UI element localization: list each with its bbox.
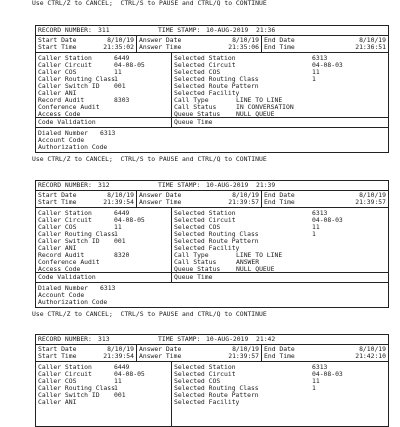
start-time-label: Start Time (38, 352, 77, 360)
selected-cos-label: Selected COS (174, 223, 221, 231)
selected-details (172, 53, 388, 117)
caller-switch-id-value: 001 (114, 82, 126, 90)
answer-date-value: 8/10/19 (232, 191, 259, 199)
caller-cos-value: 11 (114, 377, 122, 385)
cancel-instruction-line: Use CTRL/Z to CANCEL; CTRL/S to PAUSE and CTRL/Q to CONTINUE (32, 310, 267, 318)
caller-routing-class-value: 1 (114, 384, 118, 392)
selected-cos-label: Selected COS (174, 377, 221, 385)
start-cell (36, 36, 137, 52)
cancel-instruction-line: Use CTRL/Z to CANCEL; CTRL/S to PAUSE and CTRL/Q to CONTINUE (32, 0, 267, 7)
call-record-313 (35, 334, 389, 427)
caller-station-label: Caller Station (38, 54, 92, 62)
start-date-label: Start Date (38, 191, 77, 199)
call-status-label: Call Status (174, 103, 217, 111)
time-stamp-value: 10-AUG-2019 21:42 (206, 335, 276, 343)
selected-facility-label: Selected Facility (174, 244, 240, 252)
account-code-label: Account Code (38, 136, 85, 144)
caller-circuit-label: Caller Circuit (38, 216, 92, 224)
answer-time-label: Answer Time (139, 198, 182, 206)
caller-circuit-value: 04-08-05 (114, 61, 145, 69)
start-cell (36, 191, 137, 207)
start-time-value: 21:39:54 (103, 352, 134, 360)
time-stamp-value: 10-AUG-2019 21:36 (206, 26, 276, 34)
record-dates (36, 191, 388, 208)
caller-details (36, 53, 172, 117)
cancel-instruction-line: Use CTRL/Z to CANCEL; CTRL/S to PAUSE and CTRL/Q to CONTINUE (32, 155, 267, 163)
end-time-value: 21:42:10 (355, 352, 386, 360)
authorization-code-label: Authorization Code (38, 298, 108, 306)
code-validation-label: Code Validation (38, 273, 96, 281)
caller-station-label: Caller Station (38, 363, 92, 371)
caller-ani-label: Caller ANI (38, 398, 77, 406)
conference-audit-label: Conference Audit (38, 258, 100, 266)
selected-cos-value: 11 (312, 377, 320, 385)
selected-circuit-value: 04-08-03 (312, 61, 343, 69)
start-cell (36, 345, 137, 361)
record-audit-label: Record Audit (38, 251, 85, 259)
call-status-label: Call Status (174, 258, 217, 266)
caller-switch-id-label: Caller Switch ID (38, 82, 100, 90)
answer-time-label: Answer Time (139, 43, 182, 51)
selected-station-value: 6313 (312, 54, 328, 62)
end-time-label: End Time (264, 198, 295, 206)
access-code-label: Access Code (38, 110, 81, 118)
record-details-tail (36, 118, 388, 128)
time-stamp-value: 10-AUG-2019 21:39 (206, 181, 276, 189)
selected-routing-class-label: Selected Routing Class (174, 384, 259, 392)
caller-circuit-value: 04-08-05 (114, 216, 145, 224)
caller-routing-class-value: 1 (114, 75, 118, 83)
end-time-value: 21:36:51 (355, 43, 386, 51)
record-number-value: 311 (98, 26, 110, 34)
record-header (36, 335, 388, 345)
account-code-label: Account Code (38, 291, 85, 299)
selected-cos-label: Selected COS (174, 68, 221, 76)
record-details (36, 53, 388, 118)
selected-routing-class-label: Selected Routing Class (174, 230, 259, 238)
time-stamp-label: TIME STAMP: (158, 26, 201, 34)
dialed-number-value: 6313 (100, 284, 116, 292)
answer-cell (137, 36, 262, 52)
dialed-number-label: Dialed Number (38, 284, 89, 292)
selected-details (172, 362, 388, 426)
caller-switch-id-label: Caller Switch ID (38, 391, 100, 399)
call-type-value: LINE TO LINE (236, 251, 283, 259)
selected-circuit-value: 04-08-03 (312, 216, 343, 224)
end-date-value: 8/10/19 (359, 191, 386, 199)
selected-route-pattern-label: Selected Route Pattern (174, 82, 259, 90)
record-number-label: RECORD NUMBER: (38, 181, 92, 189)
answer-cell (137, 191, 262, 207)
selected-station-label: Selected Station (174, 363, 236, 371)
selected-routing-class-value: 1 (312, 75, 316, 83)
start-date-label: Start Date (38, 345, 77, 353)
caller-station-value: 6449 (114, 363, 130, 371)
end-cell (262, 191, 388, 207)
answer-time-value: 21:39:57 (228, 352, 259, 360)
access-code-label: Access Code (38, 265, 81, 273)
start-time-value: 21:35:02 (103, 43, 134, 51)
call-status-value: ANSWER (236, 258, 260, 266)
caller-ani-label: Caller ANI (38, 89, 77, 97)
selected-circuit-value: 04-08-03 (312, 370, 343, 378)
end-date-label: End Date (264, 345, 295, 353)
start-time-value: 21:39:54 (103, 198, 134, 206)
selected-facility-label: Selected Facility (174, 398, 240, 406)
queue-time-label: Queue Time (174, 273, 213, 281)
time-stamp-label: TIME STAMP: (158, 335, 201, 343)
caller-cos-value: 11 (114, 68, 122, 76)
answer-time-value: 21:35:06 (228, 43, 259, 51)
end-date-label: End Date (264, 191, 295, 199)
record-details (36, 362, 388, 426)
caller-station-value: 6449 (114, 54, 130, 62)
selected-station-value: 6313 (312, 209, 328, 217)
authorization-code-label: Authorization Code (38, 143, 108, 151)
start-date-value: 8/10/19 (107, 36, 134, 44)
start-time-label: Start Time (38, 198, 77, 206)
end-time-label: End Time (264, 352, 295, 360)
dialed-number-value: 6313 (100, 129, 116, 137)
end-date-value: 8/10/19 (359, 345, 386, 353)
dialed-section (36, 128, 388, 152)
dialed-section (36, 283, 388, 307)
record-audit-value: 8320 (114, 251, 130, 259)
caller-details (36, 208, 172, 272)
end-time-label: End Time (264, 43, 295, 51)
start-date-label: Start Date (38, 36, 77, 44)
selected-station-label: Selected Station (174, 209, 236, 217)
caller-ani-label: Caller ANI (38, 244, 77, 252)
record-details (36, 208, 388, 273)
code-validation-label: Code Validation (38, 118, 96, 126)
answer-time-value: 21:39:57 (228, 198, 259, 206)
answer-date-label: Answer Date (139, 36, 182, 44)
selected-routing-class-label: Selected Routing Class (174, 75, 259, 83)
call-type-value: LINE TO LINE (236, 96, 283, 104)
record-number-label: RECORD NUMBER: (38, 26, 92, 34)
selected-station-label: Selected Station (174, 54, 236, 62)
record-details-tail (36, 273, 388, 283)
end-date-value: 8/10/19 (359, 36, 386, 44)
caller-routing-class-label: Caller Routing Class (38, 75, 115, 83)
queue-status-label: Queue Status (174, 110, 221, 118)
record-header (36, 26, 388, 36)
start-time-label: Start Time (38, 43, 77, 51)
record-audit-value: 8303 (114, 96, 130, 104)
caller-switch-id-value: 001 (114, 391, 126, 399)
record-audit-label: Record Audit (38, 96, 85, 104)
queue-status-label: Queue Status (174, 265, 221, 273)
end-date-label: End Date (264, 36, 295, 44)
caller-cos-label: Caller COS (38, 223, 77, 231)
selected-route-pattern-label: Selected Route Pattern (174, 237, 259, 245)
queue-time-label: Queue Time (174, 118, 213, 126)
record-number-value: 313 (98, 335, 110, 343)
selected-route-pattern-label: Selected Route Pattern (174, 391, 259, 399)
start-date-value: 8/10/19 (107, 345, 134, 353)
caller-circuit-label: Caller Circuit (38, 370, 92, 378)
caller-station-value: 6449 (114, 209, 130, 217)
conference-audit-label: Conference Audit (38, 103, 100, 111)
caller-routing-class-label: Caller Routing Class (38, 384, 115, 392)
selected-circuit-label: Selected Circuit (174, 216, 236, 224)
record-dates (36, 345, 388, 362)
caller-switch-id-value: 001 (114, 237, 126, 245)
queue-status-value: NULL QUEUE (236, 265, 275, 273)
selected-routing-class-value: 1 (312, 230, 316, 238)
selected-circuit-label: Selected Circuit (174, 61, 236, 69)
selected-cos-value: 11 (312, 223, 320, 231)
time-stamp-label: TIME STAMP: (158, 181, 201, 189)
caller-details (36, 362, 172, 426)
answer-time-label: Answer Time (139, 352, 182, 360)
caller-cos-label: Caller COS (38, 68, 77, 76)
caller-switch-id-label: Caller Switch ID (38, 237, 100, 245)
queue-status-value: NULL QUEUE (236, 110, 275, 118)
call-status-value: IN CONVERSATION (236, 103, 294, 111)
caller-cos-label: Caller COS (38, 377, 77, 385)
answer-date-label: Answer Date (139, 345, 182, 353)
call-type-label: Call Type (174, 96, 209, 104)
selected-facility-label: Selected Facility (174, 89, 240, 97)
call-record-311 (35, 25, 389, 153)
record-number-label: RECORD NUMBER: (38, 335, 92, 343)
record-header (36, 181, 388, 191)
selected-cos-value: 11 (312, 68, 320, 76)
caller-cos-value: 11 (114, 223, 122, 231)
call-type-label: Call Type (174, 251, 209, 259)
start-date-value: 8/10/19 (107, 191, 134, 199)
caller-routing-class-value: 1 (114, 230, 118, 238)
selected-routing-class-value: 1 (312, 384, 316, 392)
end-cell (262, 345, 388, 361)
record-dates (36, 36, 388, 53)
end-time-value: 21:39:57 (355, 198, 386, 206)
call-record-312 (35, 180, 389, 308)
caller-station-label: Caller Station (38, 209, 92, 217)
caller-circuit-value: 04-08-05 (114, 370, 145, 378)
answer-date-label: Answer Date (139, 191, 182, 199)
caller-routing-class-label: Caller Routing Class (38, 230, 115, 238)
selected-details (172, 208, 388, 272)
dialed-number-label: Dialed Number (38, 129, 89, 137)
end-cell (262, 36, 388, 52)
selected-station-value: 6313 (312, 363, 328, 371)
record-number-value: 312 (98, 181, 110, 189)
answer-date-value: 8/10/19 (232, 345, 259, 353)
caller-circuit-label: Caller Circuit (38, 61, 92, 69)
answer-date-value: 8/10/19 (232, 36, 259, 44)
selected-circuit-label: Selected Circuit (174, 370, 236, 378)
answer-cell (137, 345, 262, 361)
